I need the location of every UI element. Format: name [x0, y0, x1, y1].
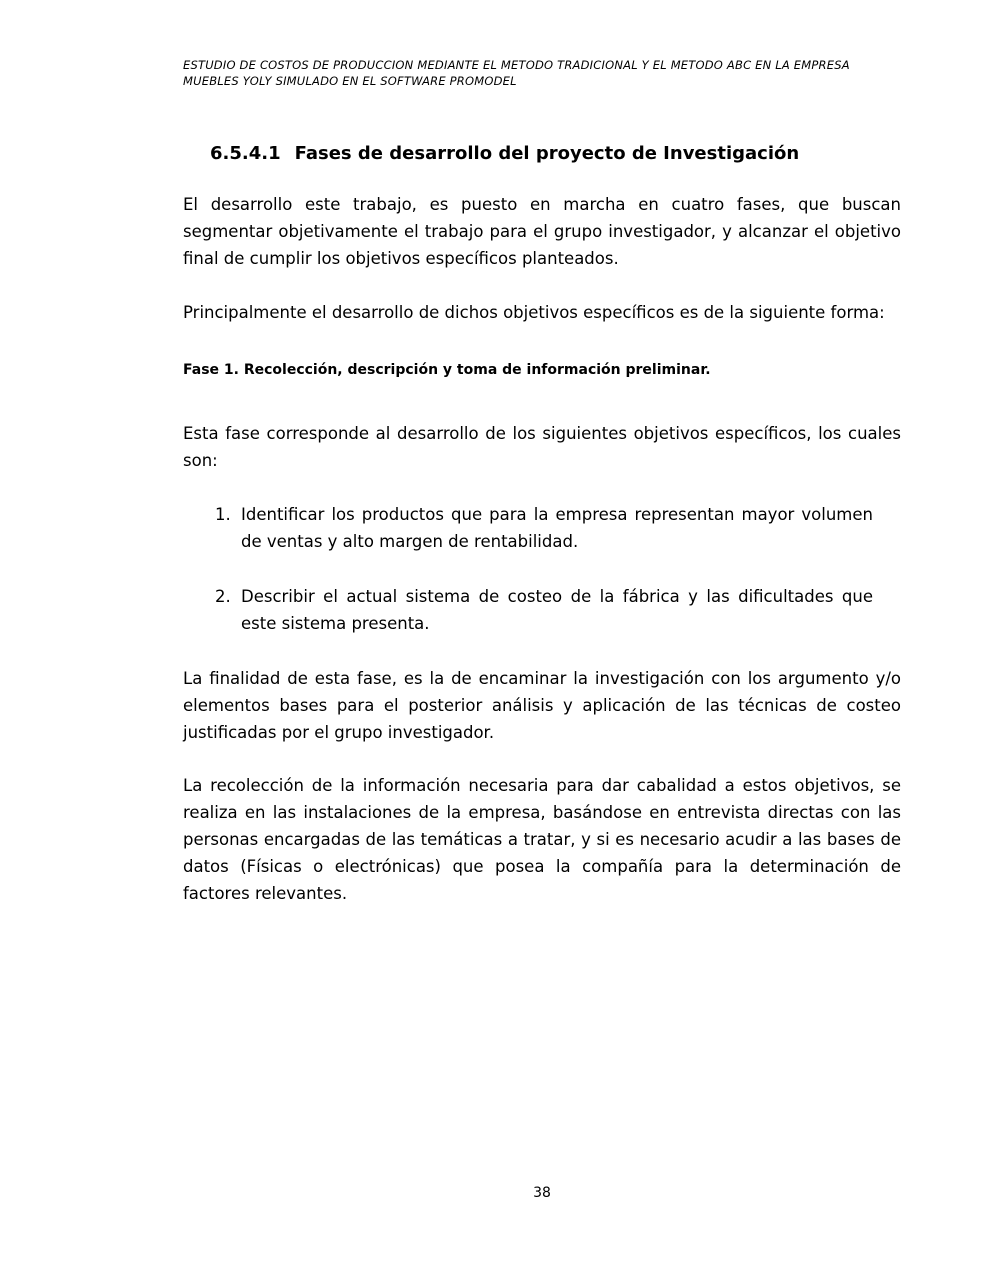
list-item-number: 1.	[215, 505, 231, 524]
list-item	[215, 501, 901, 555]
section-heading	[210, 143, 901, 165]
page-number: 38	[533, 1185, 551, 1201]
paragraph-finalidad: La finalidad de esta fase, es la de encaminar la investigación con los argumento y/o elementos bases para el posterior análisis y aplicación de las técnicas de costeo justificadas por el grupo investigador.	[183, 669, 901, 742]
paragraph-recoleccion: La recolección de la información necesaria para dar cabalidad a estos objetivos, se realiza en las instalaciones de la empresa, basándose en entrevista directas con las personas encargadas de las temáticas a tratar, y si es necesario acudir a las bases de datos (Físicas o electrónicas) que posea la compañía para la determinación de factores relevantes.	[183, 776, 901, 903]
paragraph-intro: El desarrollo este trabajo, es puesto en marcha en cuatro fases, que buscan segmentar objetivamente el trabajo para el grupo investigador, y alcanzar el objetivo final de cumplir los objetivos específicos planteados.	[183, 195, 901, 268]
section-number: 6.5.4.1	[210, 143, 281, 164]
list-item-text: Identificar los productos que para la empresa representan mayor volumen de ventas y alto margen de rentabilidad.	[241, 505, 873, 551]
list-item-text: Describir el actual sistema de costeo de la fábrica y las dificultades que este sistema presenta.	[241, 587, 873, 633]
paragraph-fase-description: Esta fase corresponde al desarrollo de los siguientes objetivos específicos, los cuales son:	[183, 424, 901, 470]
paragraph-lead-in: Principalmente el desarrollo de dichos objetivos específicos es de la siguiente forma:	[183, 303, 885, 322]
section-title: Fases de desarrollo del proyecto de Investigación	[294, 143, 800, 164]
content-column	[183, 57, 901, 907]
objectives-list	[183, 501, 901, 637]
list-item-number: 2.	[215, 587, 231, 606]
list-item	[215, 583, 901, 637]
running-head: ESTUDIO DE COSTOS DE PRODUCCION MEDIANTE EL METODO TRADICIONAL Y EL METODO ABC EN LA EMPRESA MUEBLES YOLY SIMULADO EN EL SOFTWARE PROMODEL	[183, 58, 850, 88]
fase-1-heading: Fase 1. Recolección, descripción y toma de información preliminar.	[183, 362, 711, 378]
